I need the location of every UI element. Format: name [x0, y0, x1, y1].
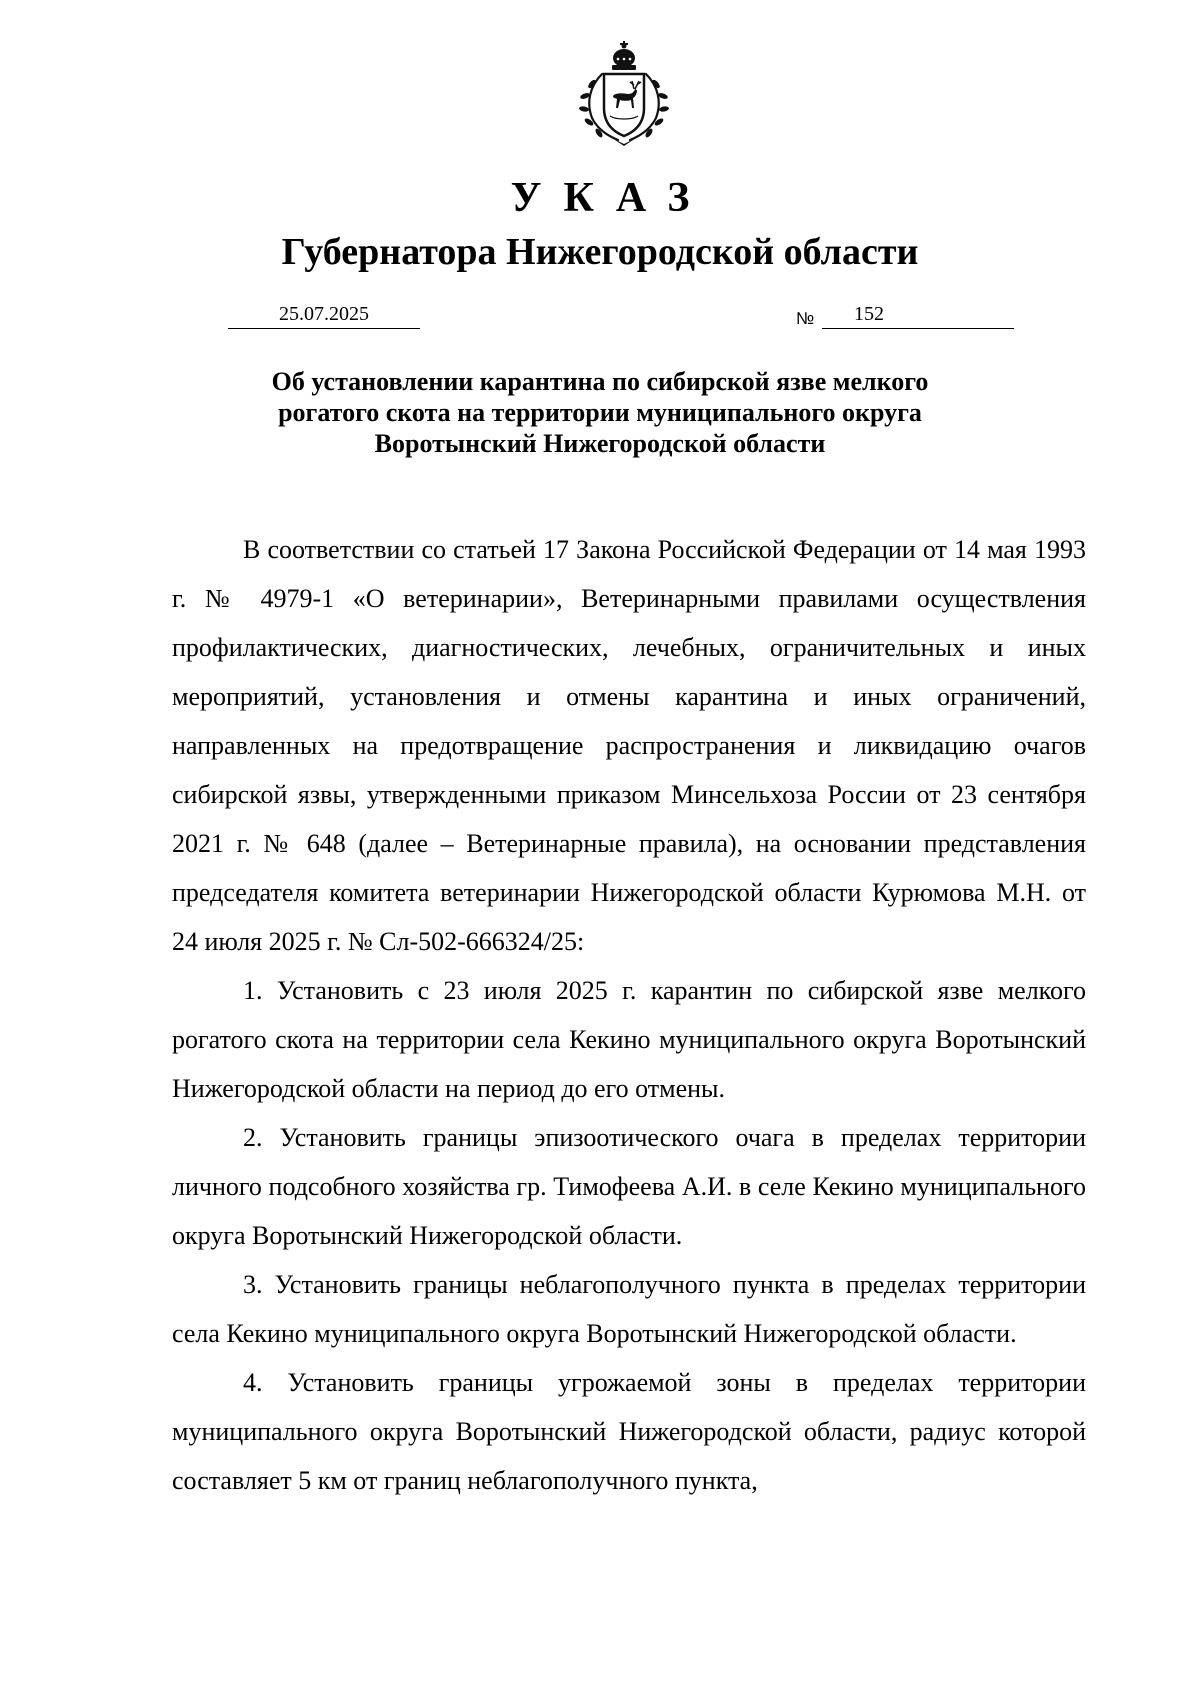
- document-type-title: УКАЗ: [510, 175, 712, 221]
- document-date: 25.07.2025: [228, 302, 420, 329]
- number-sign: №: [796, 309, 815, 328]
- document-body: [172, 525, 1086, 1505]
- clause-paragraph: 3. Установить границы неблагополучного пункта в пределах территории села Кекино муниципального округа Воротынский Нижегородской области.: [172, 1270, 1086, 1348]
- issuer-title: Губернатора Нижегородской области: [281, 231, 919, 273]
- document-number-field: [822, 302, 1014, 329]
- subject-line: Воротынский Нижегородской области: [374, 429, 826, 458]
- subject-line: рогатого скота на территории муниципального округа: [278, 398, 922, 427]
- preamble-paragraph: В соответствии со статьей 17 Закона Российской Федерации от 14 мая 1993 г. № 4979-1 «О ветеринарии», Ветеринарными правилами осуществления профилактических, диагностических, лечебных, ограничительных и иных мероприятий, установления и отмены карантина и иных ограничений, направленных на предотвращение распространения и ликвидацию очагов сибирской язвы, утвержденными приказом Минсельхоза России от 23 сентября 2021 г. № 648 (далее – Ветеринарные правила), на основании представления председателя комитета ветеринарии Нижегородской области Курюмова М.Н. от 24 июля 2025 г. № Сл-502-666324/25:: [172, 535, 1086, 956]
- clause-paragraph: 1. Установить с 23 июля 2025 г. карантин по сибирской язве мелкого рогатого скота на территории села Кекино муниципального округа Воротынский Нижегородской области на период до его отмены.: [172, 976, 1086, 1103]
- subject-line: Об установлении карантина по сибирской язве мелкого: [271, 367, 929, 396]
- document-subject: [170, 366, 1030, 459]
- clause-paragraph: 2. Установить границы эпизоотического очага в пределах территории личного подсобного хозяйства гр. Тимофеева А.И. в селе Кекино муниципального округа Воротынский Нижегородской области.: [172, 1123, 1086, 1250]
- clause-paragraph: 4. Установить границы угрожаемой зоны в пределах территории муниципального округа Воротынский Нижегородской области, радиус которой составляет 5 км от границ неблагополучного пункта,: [172, 1368, 1086, 1495]
- document-number: 152: [854, 303, 884, 325]
- coat-of-arms-icon: [572, 38, 676, 146]
